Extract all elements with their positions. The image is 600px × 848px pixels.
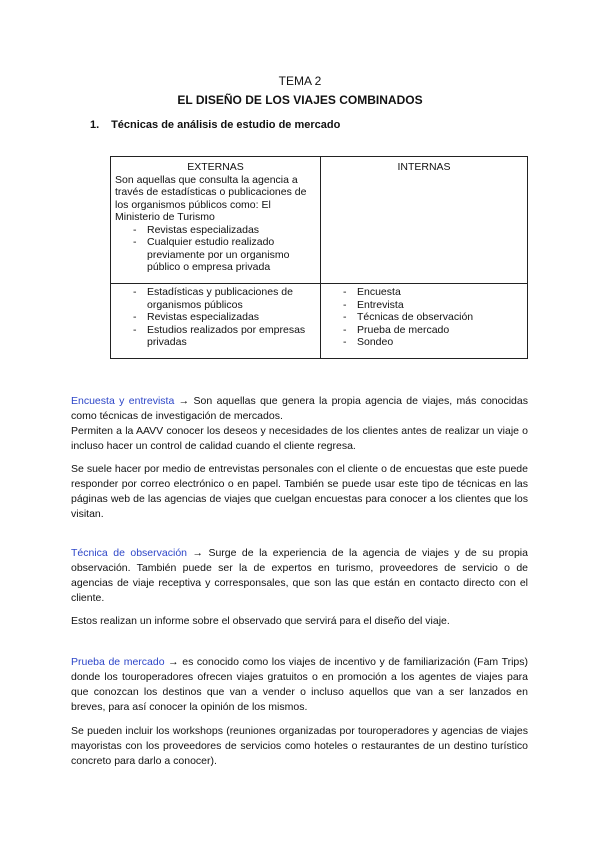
externas-bottom-cell [111,284,321,359]
techniques-table [110,156,528,359]
list-item: - Sondeo [325,336,523,349]
externas-list-top [115,224,316,274]
externas-heading: EXTERNAS [187,161,244,173]
list-item: - Revistas especializadas [115,224,316,237]
list-item: - Encuesta [325,286,523,299]
list-item: - Entrevista [325,299,523,312]
list-item: - Prueba de mercado [325,324,523,337]
arrow-glyph: → [178,395,190,407]
encuesta-text-2: Permiten a la AAVV conocer los deseos y necesidades de los clientes antes de realizar un viaje o incluso hacer un control de calidad cuando el cliente regresa. [71,425,528,452]
arrow-glyph: → [168,656,179,668]
list-item: - Revistas especializadas [115,311,316,324]
internas-list-bottom [325,286,523,349]
prueba-paragraph [71,655,528,715]
encuesta-paragraph-3: Se suele hacer por medio de entrevistas personales con el cliente o de encuestas que este puede responder por correo electrónico o en papel. También se puede usar este tipo de técnicas en las páginas web de las agencias de viajes que cuelgan encuestas para conocer a los clientes que los visitan. [71,463,528,520]
list-item: - Estadísticas y publicaciones de organismos públicos [115,286,316,311]
externas-description: Son aquellas que consulta la agencia a través de estadísticas o publicaciones de los organismos públicos como: El Ministerio de Turismo [115,173,307,223]
internas-bottom-cell [321,284,528,359]
list-item: - Estudios realizados por empresas privadas [115,324,316,349]
prueba-paragraph-2: Se pueden incluir los workshops (reuniones organizadas por touroperadores y agencias de viajes mayoristas con los proveedores de servicios como hoteles o restaurantes de un destino turístico concreto para darlo a conocer). [71,725,528,767]
observacion-paragraph-2: Estos realizan un informe sobre el observado que servirá para el diseño del viaje. [71,615,450,627]
document-title: EL DISEÑO DE LOS VIAJES COMBINADOS [177,93,423,107]
observacion-paragraph [71,546,528,606]
list-item: - Técnicas de observación [325,311,523,324]
encuesta-term: Encuesta y entrevista [71,395,175,407]
internas-heading: INTERNAS [397,161,451,173]
table-row [111,284,528,359]
section-heading [90,119,340,131]
list-item: - Cualquier estudio realizado previamente por un organismo público o empresa privada [115,236,316,274]
table-row [111,157,528,284]
arrow-glyph: → [192,547,203,559]
encuesta-text: Son aquellas que genera la propia agencia de viajes, más conocidas como técnicas de investigación de mercados. [71,395,528,422]
topic-label: TEMA 2 [278,74,322,88]
section-title: Técnicas de análisis de estudio de mercado [111,119,341,131]
externas-list-bottom [115,286,316,349]
encuesta-paragraph [71,394,528,454]
observacion-text: Surge de la experiencia de la agencia de viajes y de su propia observación. También puede ser la de expertos en turismo, proveedores de servicio o de agencias de viaje receptiva y corresponsales, que son las que están en contacto directo con el cliente. [71,547,528,604]
prueba-text: es conocido como los viajes de incentivo y de familiarización (Fam Trips) donde los touroperadores ofrecen viajes gratuitos o en promoción a los agentes de viajes para que conozcan los destinos que van a vender o incluso aquellos que van a ser lanzados en breves, para así conocer la opinión de los mismos. [71,656,529,713]
internas-cell [321,157,528,284]
observacion-term: Técnica de observación [71,547,187,559]
externas-cell [111,157,321,284]
prueba-term: Prueba de mercado [71,656,165,668]
section-number: 1. [90,119,100,131]
